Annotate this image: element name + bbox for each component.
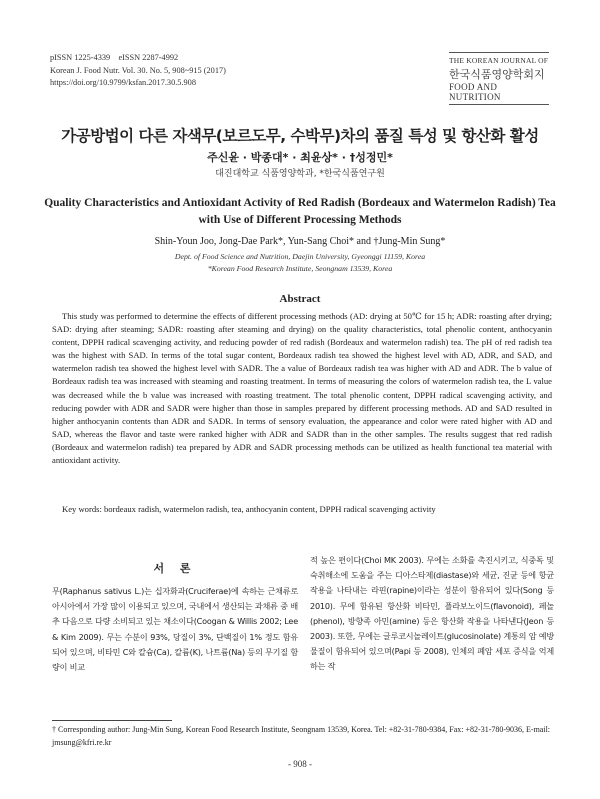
intro-right-column: 적 높은 편이다(Choi MK 2003). 무에는 소화를 촉진시키고, 식중독 및 숙취해소에 도움을 주는 디아스타제(diastase)와 세균, 진균 등에 항균 작용을 나타내는 라핀(rapine)이라는 성분이 함유되어 있다(Song 등 2010). 무에 함유된 항산화 비타민, 플라보노이드(flavonoid), 페놀(phenol), 방향족 아민(amine) 등은 항산화 작용을 나타낸다(Jeon 등 2003). 또한, 무에는 글루코시놀레이트(glucosinolate) 계통의 암 예방 물질이 함유되어 있으며(Papi 등 2008), 인체의 폐암 세포 증식을 억제하는 작	[310, 555, 554, 672]
page-number: - 908 -	[288, 759, 312, 769]
journal-name-en-bottom: FOOD AND NUTRITION	[449, 82, 549, 105]
abstract-text: This study was performed to determine the effects of different processing methods (AD: drying at 50℃ for 15 h; ADR: roasting after drying; SAD: drying after steaming; SADR: roasting after steaming and drying) on the quality characteristics, total phenolic content, anthocyanin content, DPPH radical scavenging activity, and reducing powder of red radish (Bordeaux and watermelon radish) tea. The pH of red radish tea was the highest with SAD. In terms of the total sugar content, Bordeaux radish tea showed the highest level with AD, ADR, and SAD, and watermelon radish tea showed the highest level with SADR. The a value of Bordeaux radish tea was higher with AD and ADR. The b value of Bordeaux radish tea was increased with steaming and roasting treatment. In terms of measuring the colors of watermelon radish tea, the L value was decreased while the b value was increased with roasting treatment. The total phenolic content, DPPH radical scavenging activity, and reducing powder with ADR and SADR were higher than those in samples prepared by different processing methods. AD and SAD resulted in higher anthocyanin contents than ADR and SADR. In terms of sensory evaluation, the appearance and color were rated higher with AD and SAD, whereas the flavor and taste were ranked higher with ADR and SADR than in the other samples. The results suggest that red radish (Bordeaux and watermelon radish) tea prepared by ADR and SADR processing methods can be utilized as health functional tea material with antioxidant activity.	[52, 311, 552, 466]
corresponding-author-footnote: † Corresponding author: Jung-Min Sung, Korean Food Research Institute, Seongnam 13539, Korea. Tel: +82-31-780-9384, Fax: +82-31-780-9036, E-mail: jmsung@kfri.re.kr	[52, 725, 551, 747]
journal-name-ko: 한국식품영양학회지	[449, 68, 545, 81]
affiliation-2: *Korean Food Research Institute, Seongnam 13539, Korea	[207, 263, 393, 273]
affiliation-1: Dept. of Food Science and Nutrition, Daejin University, Gyeonggi 11159, Korea	[174, 252, 426, 261]
english-authors: Shin-Youn Joo, Jong-Dae Park*, Yun-Sang Choi* and †Jung-Min Sung*	[154, 236, 446, 247]
keywords: Key words: bordeaux radish, watermelon radish, tea, anthocyanin content, DPPH radical scavenging activity	[62, 504, 436, 514]
journal-logo	[449, 52, 549, 105]
intro-left-column: 무(Raphanus sativus L.)는 십자화과(Cruciferae)에 속하는 근채류로 아시아에서 가장 많이 이용되고 있으며, 국내에서 생산되는 과채류 중 배추 다음으로 다량 소비되고 있는 채소이다(Coogan & Willis 2002; Lee & Kim 2009). 무는 수분이 93%, 당질이 3%, 단백질이 1% 정도 함유되어 있으며, 비타민 C와 칼슘(Ca), 칼륨(K), 나트륨(Na) 등의 무기질 함량이 비교	[52, 586, 298, 673]
journal-citation: Korean J. Food Nutr. Vol. 30. No. 5, 908~915 (2017)	[50, 65, 226, 75]
header-citation-block	[50, 52, 226, 90]
english-title: Quality Characteristics and Antioxidant Activity of Red Radish (Bordeaux and Watermelon Radish) Tea with Use of Different Processing Methods	[44, 197, 556, 226]
doi-link[interactable]: https://doi.org/10.9799/ksfan.2017.30.5.908	[50, 78, 196, 87]
korean-affiliation: 대진대학교 식품영양학과, *한국식품연구원	[215, 169, 385, 179]
abstract-heading: Abstract	[279, 293, 321, 305]
english-affiliations	[0, 251, 600, 274]
footnote-divider	[52, 720, 172, 721]
journal-name-en-top: THE KOREAN JOURNAL OF	[449, 52, 549, 65]
korean-authors: 주신윤 · 박종대* · 최윤상* · †성정민*	[207, 151, 393, 164]
korean-title: 가공방법이 다른 자색무(보르도무, 수박무)차의 품질 특성 및 항산화 활성	[61, 127, 539, 145]
issn: pISSN 1225-4339 eISSN 2287-4992	[50, 53, 179, 62]
section-title-introduction: 서 론	[153, 562, 197, 575]
